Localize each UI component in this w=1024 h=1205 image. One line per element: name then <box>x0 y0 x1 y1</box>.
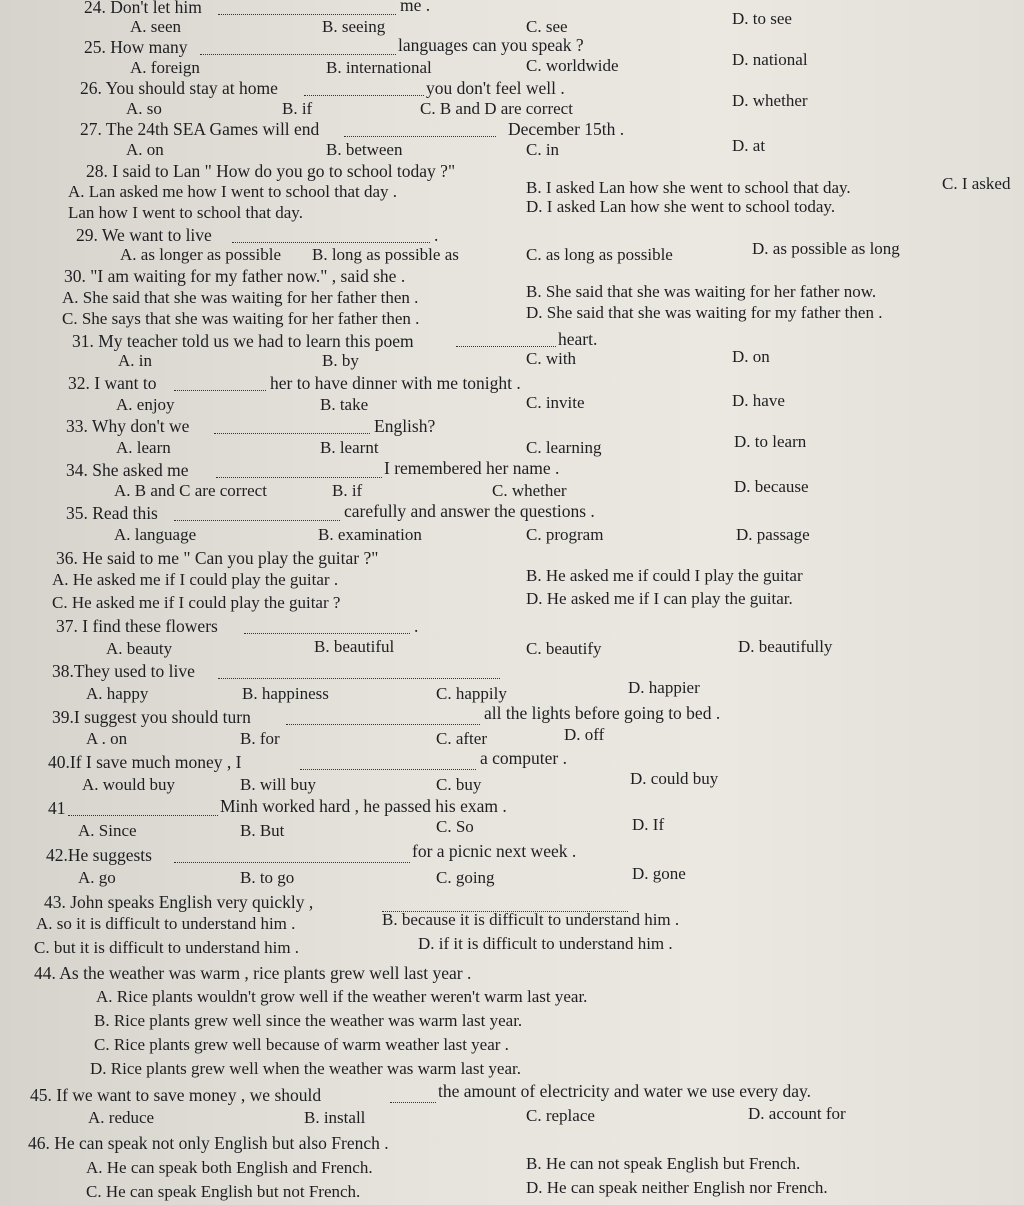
question-37-stem: 37. I find these flowers <box>56 616 218 636</box>
question-40-options <box>0 769 1024 798</box>
answer-blank[interactable] <box>390 1088 436 1103</box>
answer-blank[interactable] <box>218 664 500 679</box>
option-b[interactable]: B. He asked me if could I play the guitar <box>526 566 803 585</box>
option-a[interactable]: A. She said that she was waiting for her father then . <box>62 288 419 307</box>
question-38 <box>0 660 1024 684</box>
option-a[interactable]: A. learn <box>116 438 171 457</box>
option-b[interactable]: B. if <box>282 99 313 118</box>
question-25-stem: 25. How many <box>84 37 188 57</box>
option-a[interactable]: A. seen <box>130 17 181 36</box>
option-c[interactable]: C. buy <box>436 775 482 794</box>
option-b[interactable]: B. for <box>240 729 280 748</box>
option-c[interactable]: C. learning <box>526 438 602 457</box>
option-d[interactable]: D. I asked Lan how she went to school today. <box>526 197 836 216</box>
answer-blank[interactable] <box>344 122 496 137</box>
answer-blank[interactable] <box>200 40 396 55</box>
option-d[interactable]: D. to see <box>732 9 792 28</box>
question-44-option-a <box>0 986 1024 1010</box>
question-42-options <box>0 864 1024 891</box>
option-d[interactable]: D. if it is difficult to understand him . <box>418 934 673 953</box>
question-29-stem-end: . <box>434 225 439 245</box>
question-31-stem: 31. My teacher told us we had to learn this poem <box>72 331 414 351</box>
option-d[interactable]: D. because <box>734 477 809 496</box>
question-29-stem: 29. We want to live <box>76 225 212 245</box>
question-43-options-2 <box>0 934 1024 961</box>
question-44-option-c <box>0 1034 1024 1058</box>
option-a[interactable]: A. Lan asked me how I went to school that day . <box>68 182 398 201</box>
option-b[interactable]: B. seeing <box>322 17 386 36</box>
option-d[interactable]: D. have <box>732 391 785 410</box>
option-c-continued[interactable]: Lan how I went to school that day. <box>68 203 303 222</box>
option-b[interactable]: B. will buy <box>240 775 317 794</box>
option-d[interactable]: D. to learn <box>734 432 807 451</box>
option-b[interactable]: B. learnt <box>320 438 379 457</box>
question-35-stem: 35. Read this <box>66 503 158 523</box>
option-b[interactable]: B. examination <box>318 525 422 544</box>
option-c[interactable]: C. She says that she was waiting for her father then . <box>62 309 420 328</box>
option-d[interactable]: D. off <box>564 725 605 744</box>
option-b[interactable]: B. long as possible as <box>312 245 459 264</box>
question-27-stem-end: December 15th . <box>508 119 625 139</box>
option-c[interactable]: C. replace <box>526 1106 595 1125</box>
option-b[interactable]: B. by <box>322 351 359 370</box>
option-a[interactable]: A . on <box>86 729 128 748</box>
option-a[interactable]: A. so it is difficult to understand him . <box>36 914 296 933</box>
question-33-stem-end: English? <box>374 416 436 436</box>
question-36-stem: 36. He said to me " Can you play the guitar ?" <box>56 548 379 568</box>
question-34-stem-end: I remembered her name . <box>384 458 560 478</box>
option-b[interactable]: B. between <box>326 140 403 159</box>
answer-blank[interactable] <box>244 619 410 634</box>
question-28-options-2 <box>0 197 1024 226</box>
option-b[interactable]: B. take <box>320 395 369 414</box>
option-a[interactable]: A. would buy <box>82 775 176 794</box>
question-45 <box>0 1081 1024 1108</box>
option-d[interactable]: D. beautifully <box>738 637 833 656</box>
question-42-stem: 42.He suggests <box>46 845 152 865</box>
option-b[interactable]: B. if <box>332 481 363 500</box>
answer-blank[interactable] <box>218 0 396 15</box>
option-b[interactable]: B. because it is difficult to understand him . <box>382 910 680 929</box>
option-c[interactable]: C. He can speak English but not French. <box>86 1182 361 1201</box>
question-37-options <box>0 638 1024 662</box>
question-30-options-2 <box>0 303 1024 332</box>
answer-blank[interactable] <box>174 848 410 863</box>
option-d[interactable]: D. whether <box>732 91 808 110</box>
question-26-stem: 26. You should stay at home <box>80 78 278 98</box>
option-d[interactable]: D. happier <box>628 678 700 697</box>
answer-blank[interactable] <box>456 332 556 347</box>
option-b[interactable]: B. She said that she was waiting for her father now. <box>526 282 877 301</box>
option-b[interactable]: B. Rice plants grew well since the weather was warm last year. <box>94 1011 523 1030</box>
option-c[interactable]: C. with <box>526 349 577 368</box>
question-37-stem-end: . <box>414 616 419 636</box>
question-46-stem: 46. He can speak not only English but also French . <box>28 1133 389 1153</box>
option-c[interactable]: C. I asked <box>942 174 1011 193</box>
question-45-stem-end: the amount of electricity and water we use every day. <box>438 1081 812 1101</box>
option-d[interactable]: D. He asked me if I can play the guitar. <box>526 589 793 608</box>
option-a[interactable]: A. so <box>126 99 162 118</box>
question-32 <box>0 372 1024 396</box>
question-42-stem-end: for a picnic next week . <box>412 841 577 861</box>
option-c[interactable]: C. worldwide <box>526 56 619 75</box>
option-a[interactable]: A. Rice plants wouldn't grow well if the weather weren't warm last year. <box>96 987 588 1006</box>
option-c[interactable]: C. So <box>436 817 474 836</box>
option-c[interactable]: C. going <box>436 868 495 887</box>
question-43-stem: 43. John speaks English very quickly , <box>44 892 314 912</box>
option-c[interactable]: C. in <box>526 140 560 159</box>
option-c[interactable]: C. beautify <box>526 639 602 658</box>
question-41-stem-end: Minh worked hard , he passed his exam . <box>220 796 507 816</box>
question-39-stem: 39.I suggest you should turn <box>52 707 251 727</box>
option-a[interactable]: A. language <box>114 525 197 544</box>
option-d[interactable]: D. national <box>732 50 808 69</box>
option-d[interactable]: D. at <box>732 136 766 155</box>
question-46-options-2 <box>0 1178 1024 1205</box>
option-c[interactable]: C. He asked me if I could play the guitar ? <box>52 593 341 612</box>
question-36-options <box>0 566 1024 593</box>
question-35-options <box>0 524 1024 548</box>
option-b[interactable]: B. I asked Lan how she went to school that day. <box>526 178 851 197</box>
option-a[interactable]: A. Since <box>78 821 137 840</box>
option-a[interactable]: A. as longer as possible <box>120 245 282 264</box>
option-d[interactable]: D. Rice plants grew well when the weather was warm last year. <box>90 1059 521 1078</box>
option-d[interactable]: D. on <box>732 347 770 366</box>
option-c[interactable]: C. program <box>526 525 604 544</box>
question-41-stem: 41 <box>48 798 66 818</box>
question-44-option-b <box>0 1010 1024 1034</box>
question-42 <box>0 841 1024 868</box>
answer-blank[interactable] <box>304 81 424 96</box>
option-a[interactable]: A. He can speak both English and French. <box>86 1158 373 1177</box>
question-26-stem-end: you don't feel well . <box>426 78 565 98</box>
question-36 <box>0 547 1024 571</box>
option-c[interactable]: C. invite <box>526 393 585 412</box>
answer-blank[interactable] <box>68 801 218 816</box>
question-31-stem-end: heart. <box>558 329 598 349</box>
option-b[interactable]: B. install <box>304 1108 366 1127</box>
question-44-stem: 44. As the weather was warm , rice plants grew well last year . <box>34 963 472 983</box>
question-38-stem: 38.They used to live <box>52 661 195 681</box>
question-39-stem-end: all the lights before going to bed . <box>484 703 721 723</box>
option-c[interactable]: C. as long as possible <box>526 245 673 264</box>
option-d[interactable]: D. gone <box>632 864 686 883</box>
option-c[interactable]: C. Rice plants grew well because of warm weather last year . <box>94 1035 509 1054</box>
question-40-stem-end: a computer . <box>480 748 567 768</box>
question-46 <box>0 1132 1024 1156</box>
option-c[interactable]: C. whether <box>492 481 567 500</box>
option-d[interactable]: D. passage <box>736 525 810 544</box>
question-35-stem-end: carefully and answer the questions . <box>344 501 595 521</box>
question-24-stem-end: me . <box>400 0 431 15</box>
option-a[interactable]: A. foreign <box>130 58 200 77</box>
question-44-option-d <box>0 1058 1024 1082</box>
option-d[interactable]: D. could buy <box>630 769 719 788</box>
option-b[interactable]: B. international <box>326 58 432 77</box>
question-24-stem: 24. Don't let him <box>84 0 202 17</box>
question-32-stem: 32. I want to <box>68 373 157 393</box>
question-28-stem: 28. I said to Lan " How do you go to school today ?" <box>86 161 456 181</box>
answer-blank[interactable] <box>216 463 382 478</box>
option-d[interactable]: D. She said that she was waiting for my father then . <box>526 303 883 322</box>
answer-blank[interactable] <box>174 506 340 521</box>
option-b[interactable]: B. happiness <box>242 684 329 703</box>
answer-blank[interactable] <box>232 228 430 243</box>
option-a[interactable]: A. beauty <box>106 639 173 658</box>
question-31-options <box>0 347 1024 374</box>
option-a[interactable]: A. on <box>126 140 164 159</box>
question-36-options-2 <box>0 589 1024 616</box>
question-46-options <box>0 1154 1024 1181</box>
option-c[interactable]: C. see <box>526 17 568 36</box>
option-b[interactable]: B. to go <box>240 868 295 887</box>
question-37 <box>0 615 1024 639</box>
option-c[interactable]: C. after <box>436 729 487 748</box>
option-a[interactable]: A. happy <box>86 684 149 703</box>
question-40-stem: 40.If I save much money , I <box>48 752 242 772</box>
answer-blank[interactable] <box>300 755 476 770</box>
question-32-stem-end: her to have dinner with me tonight . <box>270 373 521 393</box>
option-d[interactable]: D. as possible as long <box>752 239 900 258</box>
option-a[interactable]: A. go <box>78 868 116 887</box>
question-30-stem: 30. "I am waiting for my father now." , said she . <box>64 266 406 286</box>
option-b[interactable]: B. He can not speak English but French. <box>526 1154 801 1173</box>
answer-blank[interactable] <box>174 376 266 391</box>
question-44 <box>0 962 1024 986</box>
answer-blank[interactable] <box>214 419 370 434</box>
option-a[interactable]: A. He asked me if I could play the guitar . <box>52 570 339 589</box>
option-c[interactable]: C. happily <box>436 684 507 703</box>
option-d[interactable]: D. He can speak neither English nor French. <box>526 1178 828 1197</box>
option-a[interactable]: A. enjoy <box>116 395 175 414</box>
question-41 <box>0 797 1024 821</box>
option-b[interactable]: B. But <box>240 821 285 840</box>
question-25-stem-end: languages can you speak ? <box>398 35 584 55</box>
option-a[interactable]: A. reduce <box>88 1108 155 1127</box>
question-33 <box>0 415 1024 439</box>
option-d[interactable]: D. If <box>632 815 665 834</box>
question-40 <box>0 748 1024 775</box>
option-d[interactable]: D. account for <box>748 1104 846 1123</box>
answer-blank[interactable] <box>286 710 480 725</box>
question-27-stem: 27. The 24th SEA Games will end <box>80 119 320 139</box>
question-45-stem: 45. If we want to save money , we should <box>30 1085 322 1105</box>
question-33-stem: 33. Why don't we <box>66 416 190 436</box>
option-b[interactable]: B. beautiful <box>314 637 395 656</box>
option-a[interactable]: A. in <box>118 351 152 370</box>
question-34-stem: 34. She asked me <box>66 460 189 480</box>
option-a[interactable]: A. B and C are correct <box>114 481 267 500</box>
question-35 <box>0 502 1024 526</box>
option-c[interactable]: C. but it is difficult to understand him . <box>34 938 300 957</box>
question-45-options <box>0 1104 1024 1131</box>
option-c[interactable]: C. B and D are correct <box>420 99 573 118</box>
question-39 <box>0 703 1024 730</box>
